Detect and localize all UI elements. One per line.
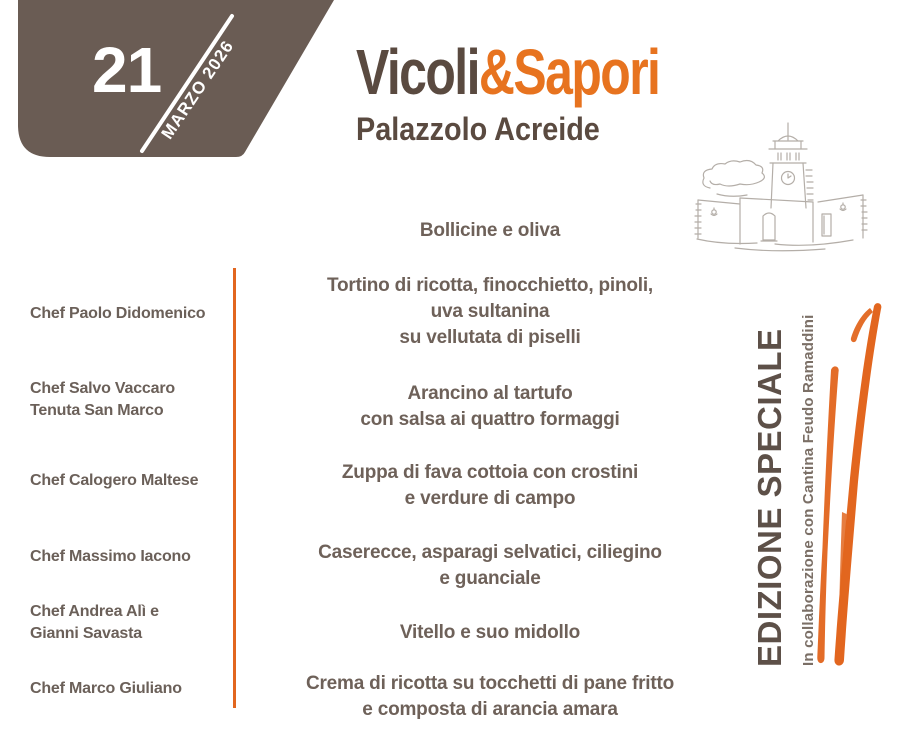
edition-subtitle: In collaborazione con Cantina Feudo Ramaddini — [800, 314, 817, 666]
chef-line: Chef Andrea Alì e — [30, 603, 159, 620]
chef-item — [30, 678, 235, 700]
brand-subtitle: Palazzolo Acreide — [356, 111, 600, 147]
menu-course — [245, 671, 735, 723]
menu-line: Zuppa di fava cottoia con crostini — [341, 462, 639, 483]
chef-line: Chef Salvo Vaccaro — [30, 380, 175, 397]
chef-item — [30, 470, 235, 492]
chef-line: Gianni Savasta — [30, 625, 142, 642]
menu-course — [245, 460, 735, 512]
menu-line: su vellutata di piselli — [399, 327, 581, 348]
chef-line: Chef Paolo Didomenico — [30, 305, 206, 322]
menu-line: Bollicine e oliva — [419, 220, 561, 241]
chef-item — [30, 546, 235, 568]
chef-line: Chef Calogero Maltese — [30, 472, 199, 489]
chef-line: Chef Marco Giuliano — [30, 680, 182, 697]
menu-line: e verdure di campo — [404, 488, 576, 509]
chef-item — [30, 601, 235, 645]
menu-course — [245, 218, 735, 244]
date-month-year: MARZO 2026 — [157, 36, 238, 143]
menu-line: Caserecce, asparagi selvatici, ciliegino — [318, 542, 662, 563]
menu-line: Crema di ricotta su tocchetti di pane fritto — [305, 673, 675, 694]
chef-item — [30, 303, 235, 325]
menu-course — [245, 273, 735, 351]
menu-line: con salsa ai quattro formaggi — [360, 409, 620, 430]
menu-line: e composta di arancia amara — [362, 699, 618, 720]
menu-course — [245, 620, 735, 646]
chef-line: Tenuta San Marco — [30, 402, 164, 419]
menu-line: e guanciale — [439, 568, 541, 589]
brand-title-accent: &Sapori — [478, 36, 660, 108]
menu-line: Arancino al tartufo — [407, 383, 573, 404]
chef-item — [30, 378, 235, 422]
menu-course — [245, 381, 735, 433]
date-day: 21 — [92, 34, 162, 106]
brand-title — [356, 36, 660, 108]
brush-strokes-graphic — [812, 292, 892, 677]
menu-line: uva sultanina — [430, 301, 550, 322]
menu-line: Vitello e suo midollo — [399, 622, 581, 643]
edition-title: EDIZIONE SPECIALE — [751, 328, 788, 667]
chef-line: Chef Massimo Iacono — [30, 548, 191, 565]
brand-title-primary: Vicoli — [356, 36, 479, 108]
menu-course — [245, 540, 735, 592]
menu-line: Tortino di ricotta, finocchietto, pinoli, — [326, 275, 654, 296]
